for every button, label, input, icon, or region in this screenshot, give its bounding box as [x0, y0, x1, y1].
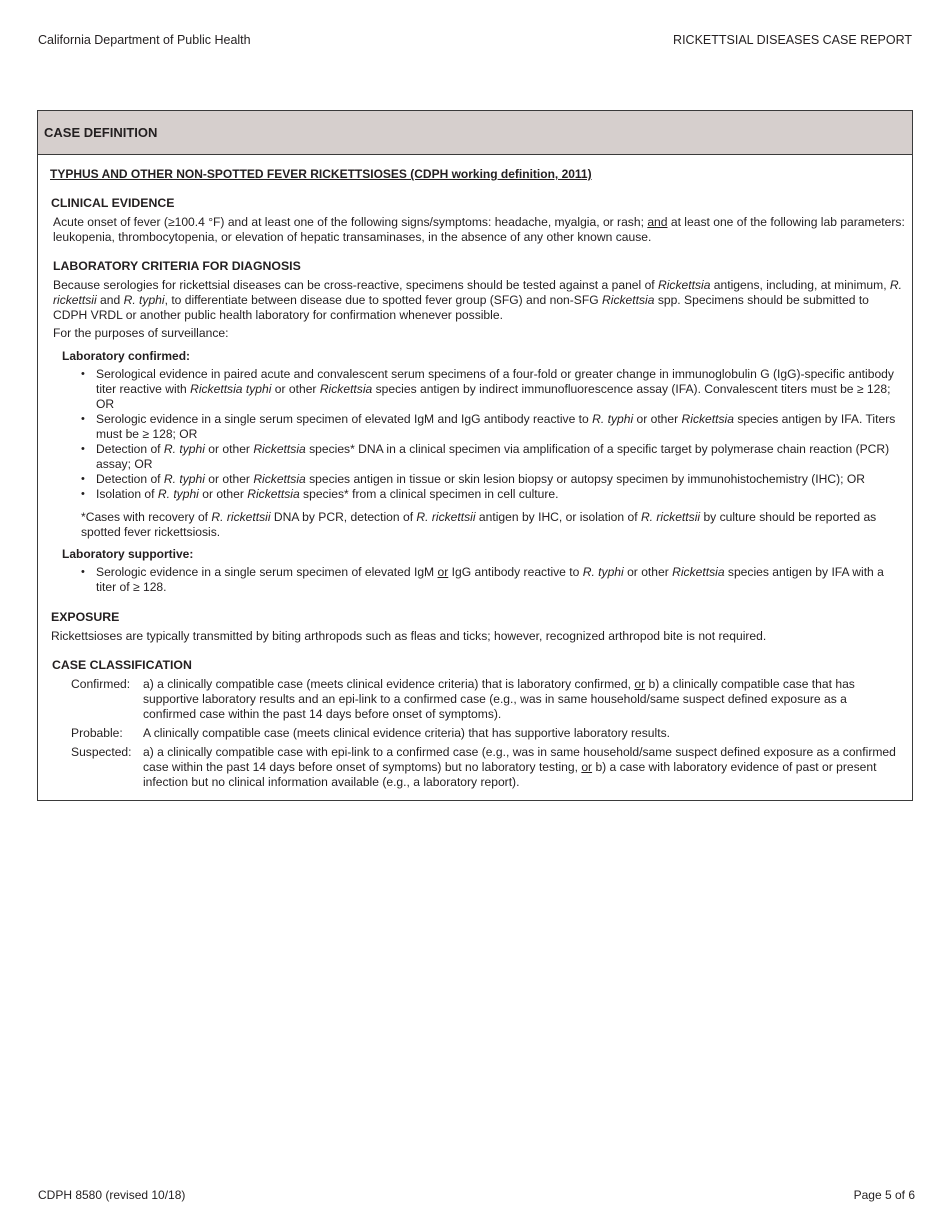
list-item: • Serologic evidence in a single serum specimen of elevated IgM or IgG antibody reactive to R. typhi or other Rickettsia species antigen by IFA with a titer of ≥ 128. [81, 565, 899, 595]
classification-heading: CASE CLASSIFICATION [52, 658, 192, 672]
lab-confirmed-list [81, 367, 899, 502]
clinical-evidence-text: Acute onset of fever (≥100.4 °F) and at least one of the following signs/symptoms: headache, myalgia, or rash; and at least one of the following lab parameters: leukopenia, thrombocytopenia, or elevation of hepatic transaminases, in the absence of any other known cause. [53, 215, 905, 244]
case-definition-box [37, 110, 913, 801]
list-item: • Isolation of R. typhi or other Rickettsia species* from a clinical specimen in cell culture. [81, 487, 899, 502]
probable-label: Probable: [71, 726, 123, 740]
species-footnote: *Cases with recovery of R. rickettsii DNA by PCR, detection of R. rickettsii antigen by IHC, or isolation of R. rickettsii by culture should be reported as spotted fever rickettsiosis. [81, 510, 877, 539]
header-org: California Department of Public Health [38, 33, 251, 47]
exposure-text: Rickettsioses are typically transmitted by biting arthropods such as fleas and ticks; however, recognized arthropod bite is not required. [51, 629, 767, 643]
classification-confirmed [71, 677, 901, 722]
exposure-heading: EXPOSURE [51, 610, 120, 624]
suspected-text: a) a clinically compatible case with epi-link to a confirmed case (e.g., was in same household/same suspect defined exposure as a confirmed case within the past 14 days before onset of symptoms) but no laboratory testing, or b) a case with laboratory evidence of past or present infection but no clinical information available (e.g., a laboratory report). [143, 745, 896, 789]
suspected-label: Suspected: [71, 745, 132, 759]
lab-supportive-list [81, 565, 899, 595]
list-item: • Detection of R. typhi or other Rickettsia species* DNA in a clinical specimen via amplification of a specific target by polymerase chain reaction (PCR) assay; OR [81, 442, 899, 472]
list-item: • Serologic evidence in a single serum specimen of elevated IgM and IgG antibody reactive to R. typhi or other Rickettsia species antigen by IFA. Titers must be ≥ 128; OR [81, 412, 899, 442]
list-item: • Serological evidence in paired acute and convalescent serum specimens of a four-fold or greater change in immunoglobulin G (IgG)-specific antibody titer reactive with Rickettsia typhi or other Rickettsia species antigen by indirect immunofluorescence assay (IFA). Convalescent titers must be ≥ 128; OR [81, 367, 899, 412]
definition-subtitle: TYPHUS AND OTHER NON-SPOTTED FEVER RICKETTSIOSES (CDPH working definition, 2011) [50, 167, 592, 181]
footer-page-number: Page 5 of 6 [853, 1188, 915, 1202]
lab-criteria-text: Because serologies for rickettsial diseases can be cross-reactive, specimens should be tested against a panel of Rickettsia antigens, including, at minimum, R. rickettsii and R. typhi, to differentiate between disease due to spotted fever group (SFG) and non-SFG Rickettsia spp. Specimens should be submitted to CDPH VRDL or another public health laboratory for confirmation whenever possible. [53, 278, 903, 322]
lab-supportive-heading: Laboratory supportive: [62, 547, 194, 561]
surveillance-text: For the purposes of surveillance: [53, 326, 229, 340]
confirmed-label: Confirmed: [71, 677, 131, 691]
section-title: CASE DEFINITION [38, 111, 912, 155]
lab-criteria-heading: LABORATORY CRITERIA FOR DIAGNOSIS [53, 259, 301, 273]
list-item: • Detection of R. typhi or other Rickettsia species antigen in tissue or skin lesion biopsy or autopsy specimen by immunohistochemistry (IHC); OR [81, 472, 899, 487]
footer-form-number: CDPH 8580 (revised 10/18) [38, 1188, 186, 1202]
classification-probable [71, 726, 901, 741]
probable-text: A clinically compatible case (meets clinical evidence criteria) that has supportive laboratory results. [143, 726, 670, 740]
header-form-title: RICKETTSIAL DISEASES CASE REPORT [673, 33, 912, 47]
clinical-evidence-heading: CLINICAL EVIDENCE [51, 196, 175, 210]
classification-suspected [71, 745, 901, 790]
lab-confirmed-heading: Laboratory confirmed: [62, 349, 191, 363]
confirmed-text: a) a clinically compatible case (meets clinical evidence criteria) that is laboratory confirmed, or b) a clinically compatible case that has supportive laboratory results and an epi-link to a confirmed case (e.g., was in same household/same suspect defined exposure as a confirmed case within the past 14 days before onset of symptoms). [143, 677, 855, 721]
